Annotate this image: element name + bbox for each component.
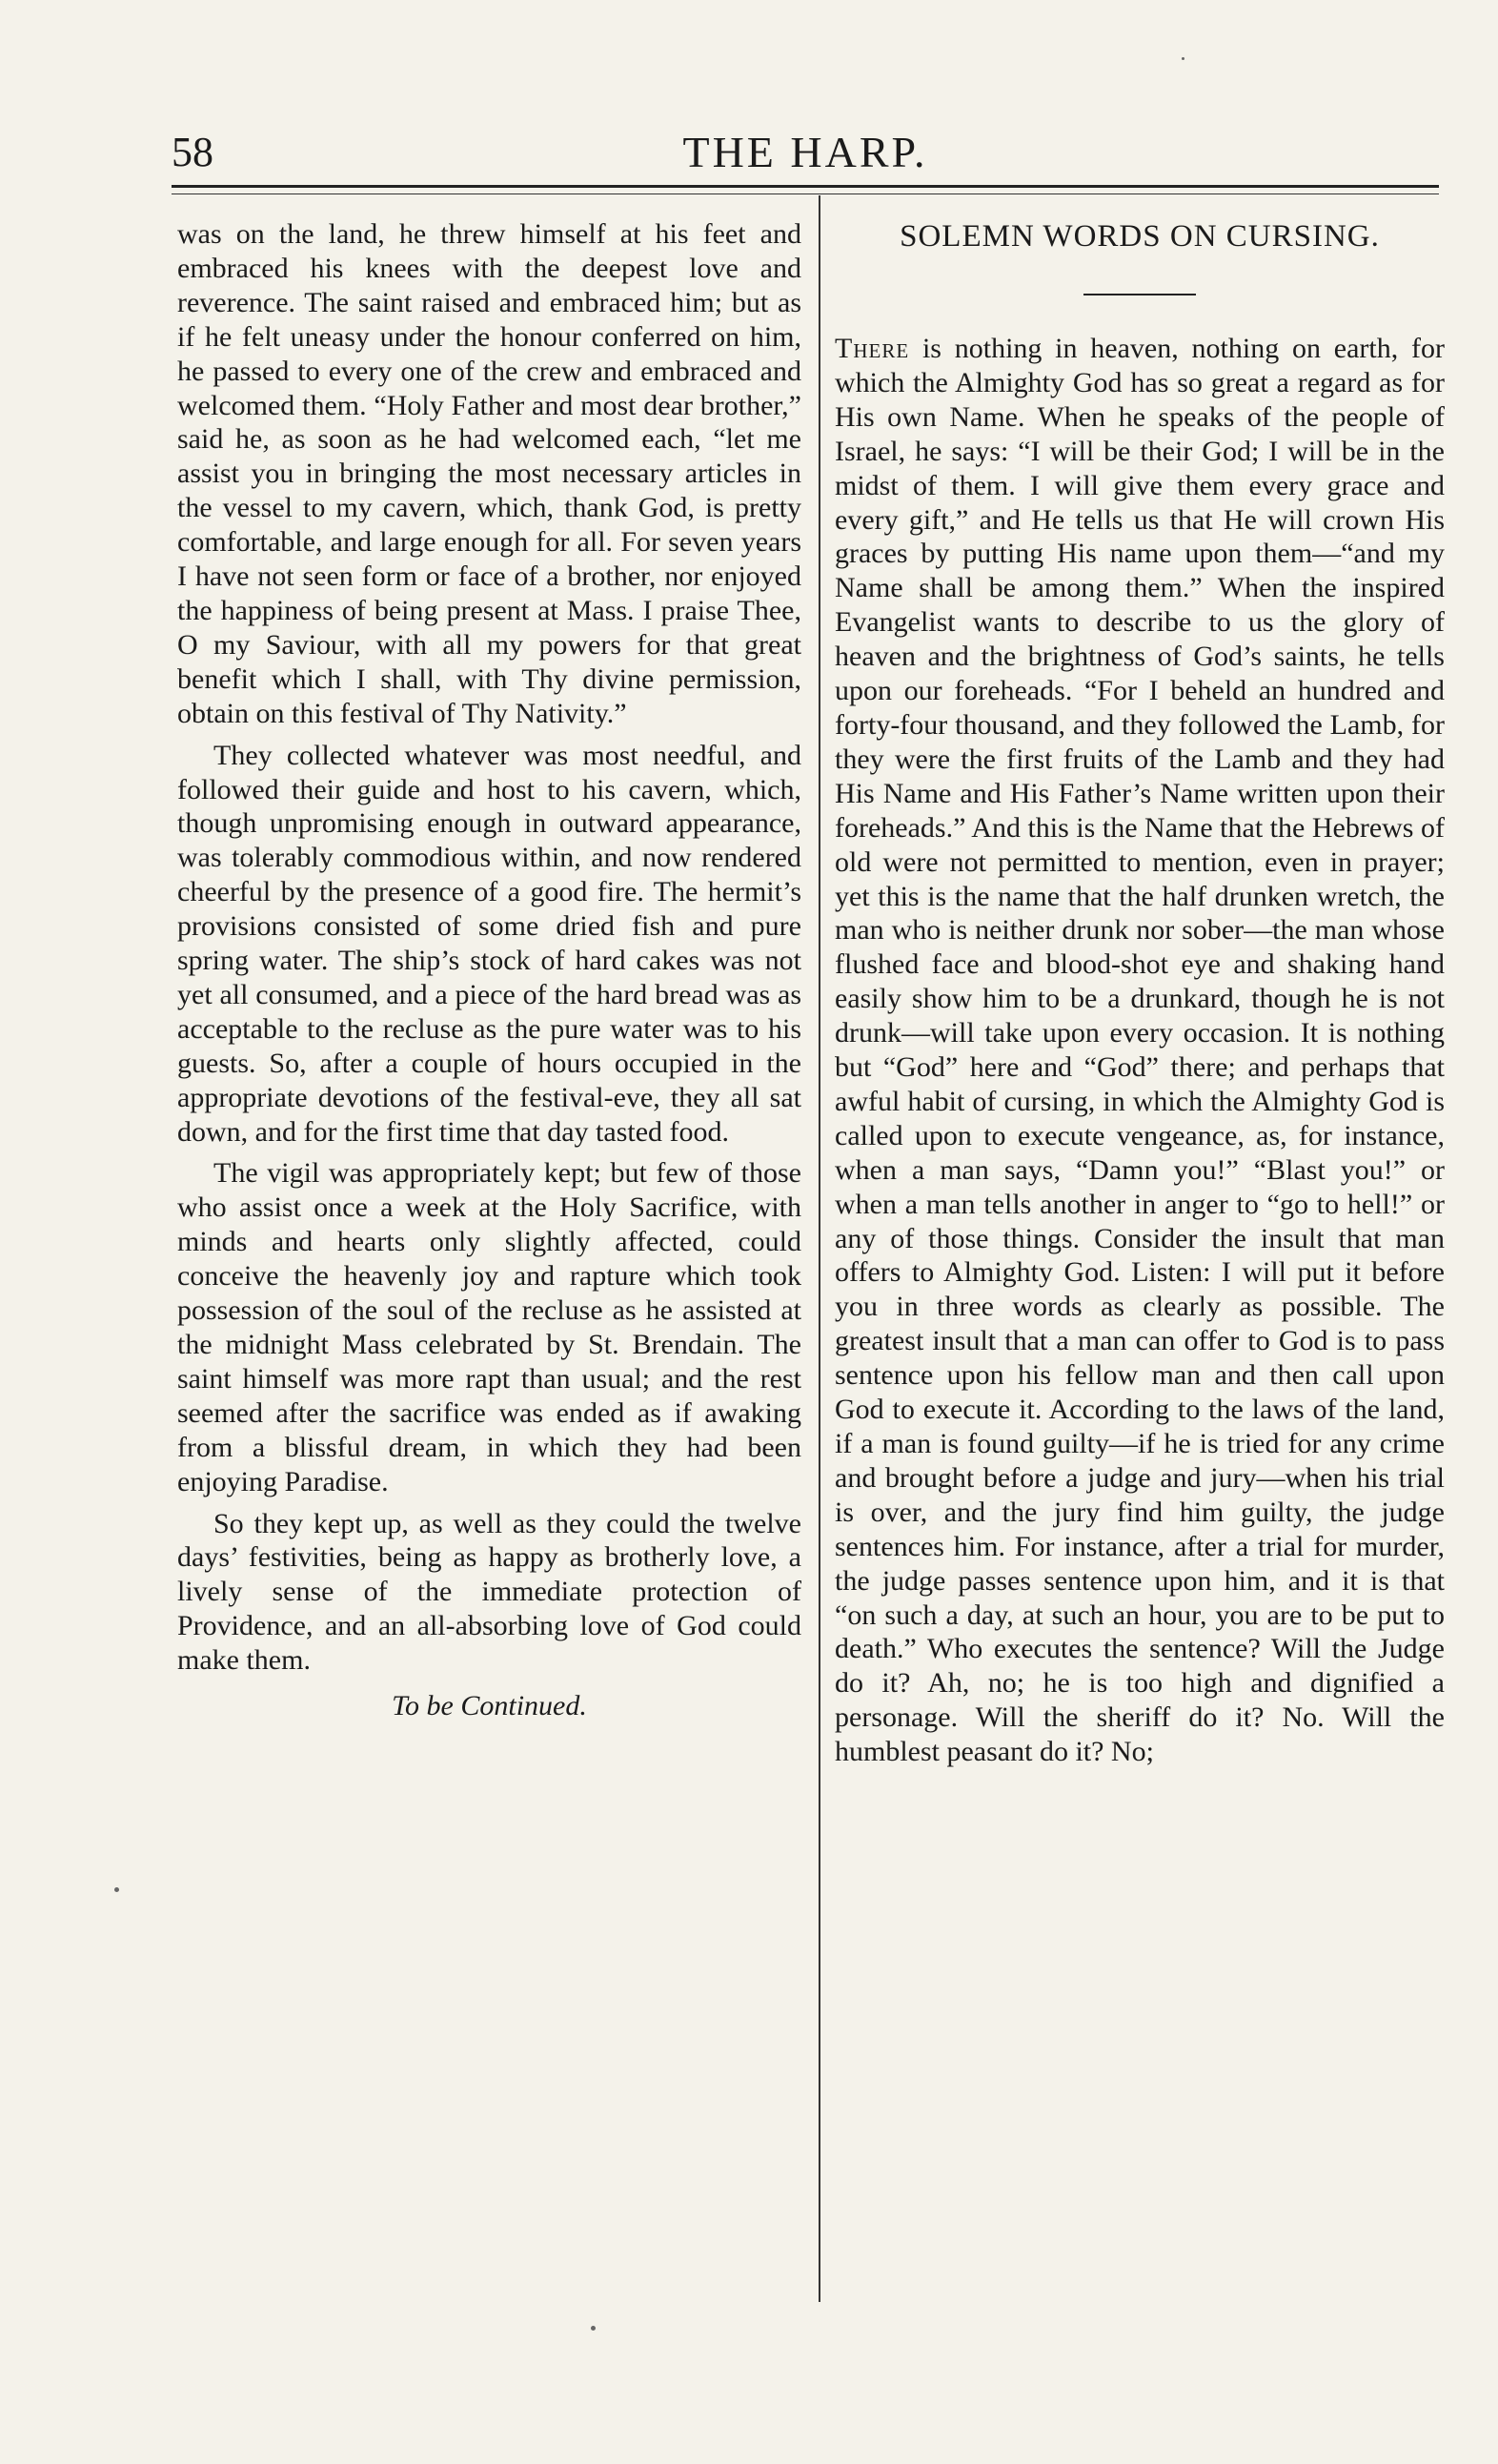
- title-rule: [1083, 294, 1196, 295]
- column-divider: [819, 195, 820, 2302]
- left-column: [177, 217, 801, 1723]
- header-rule-thick: [172, 185, 1439, 188]
- right-paragraph-1-text: is nothing in heaven, nothing on earth, for which the Almighty God has so great a regard as for His own Name. When he speaks of the people of Israel, he says: “I will be their God; I will be in the midst of them. I will give them every grace and every gift,” and He tells us that He will crown His graces by putting His name upon them—“and my Name shall be among them.” When the inspired Evangelist wants to describe to us the glory of heaven and the brightness of God’s saints, he tells upon our foreheads. “For I beheld an hundred and forty-four thousand, and they followed the Lamb, for they were the first fruits of the Lamb and they had His Name and His Father’s Name written upon their foreheads.” And this is the Name that the Hebrews of old were not permitted to mention, even in prayer; yet this is the name that the half drunken wretch, the man who is neither drunk nor sober—the man whose flushed face and blood-shot eye and shaking hand easily show him to be a drunkard, though he is not drunk—will take upon every occasion. It is nothing but “God” here and “God” there; and perhaps that awful habit of cursing, in which the Almighty God is called upon to execute vengeance, as, for instance, when a man says, “Damn you!” “Blast you!” or when a man tells another in anger to “go to hell!” or any of those things. Consider the insult that man offers to Almighty God. Listen: I will put it before you in three words as clearly as possible. The greatest insult that a man can offer to God is to pass sentence upon his fellow man and then call upon God to execute it. According to the laws of the land, if a man is found guilty—if he is tried for any crime and brought before a judge and jury—when his trial is over, and the jury find him guilty, the judge sentences him. For instance, after a trial for murder, the judge passes sentence upon him, and it is that “on such a day, at such an hour, you are to be put to death.” Who executes the sentence? Will the Judge do it? Ah, no; he is too high and dignified a personage. Will the sheriff do it? No. Will the humblest peasant do it? No;: [835, 333, 1445, 1768]
- header-rule-thin: [172, 193, 1439, 194]
- left-paragraph-1: was on the land, he threw himself at his feet and embraced his knees with the deepest love and reverence. The saint raised and embraced him; but as if he felt uneasy under the honour conferred on him, he passed to every one of the crew and embraced and welcomed them. “Holy Father and most dear brother,” said he, as soon as he had welcomed each, “let me assist you in bringing the most necessary articles in the vessel to my cavern, which, thank God, is pretty comfortable, and large enough for all. For seven years I have not seen form or face of a brother, nor enjoyed the happiness of being present at Mass. I praise Thee, O my Saviour, with all my powers for that great benefit which I shall, with Thy divine permission, obtain on this festival of Thy Nativity.”: [177, 218, 801, 729]
- ink-speck: [114, 1887, 119, 1892]
- right-paragraph-1: [835, 332, 1445, 1769]
- lead-word: There: [835, 333, 910, 364]
- to-be-continued: To be Continued.: [392, 1690, 587, 1722]
- left-paragraph-4: So they kept up, as well as they could the twelve days’ festivities, being as happy as brotherly love, a lively sense of the immediate protection of Providence, and an all-absorbing love of God could make them.: [177, 1507, 801, 1677]
- running-title: THE HARP.: [682, 128, 928, 176]
- page-number: 58: [172, 129, 213, 175]
- article-title: SOLEMN WORDS ON CURSING.: [900, 219, 1380, 254]
- page-header: [172, 124, 1439, 181]
- left-paragraph-2: They collected whatever was most needful, and followed their guide and host to his cavern, which, though unpromising enough in outward appearance, was tolerably commodious within, and now rendered cheerful by the presence of a good fire. The hermit’s provisions consisted of some dried fish and pure spring water. The ship’s stock of hard cakes was not yet all consumed, and a piece of the hard bread was as acceptable to the recluse as the pure water was to his guests. So, after a couple of hours occupied in the appropriate devotions of the festival-eve, they all sat down, and for the first time that day tasted food.: [177, 739, 801, 1148]
- ink-speck: [1182, 57, 1184, 60]
- ink-speck: [591, 2326, 596, 2331]
- right-column: [835, 217, 1445, 1777]
- left-paragraph-3: The vigil was appropriately kept; but few of those who assist once a week at the Holy Sacrifice, with minds and hearts only slightly affected, could conceive the heavenly joy and rapture which took possession of the soul of the recluse as he assisted at the midnight Mass celebrated by St. Brendain. The saint himself was more rapt than usual; and the rest seemed after the sacrifice was ended as if awaking from a blissful dream, in which they had been enjoying Paradise.: [177, 1157, 801, 1497]
